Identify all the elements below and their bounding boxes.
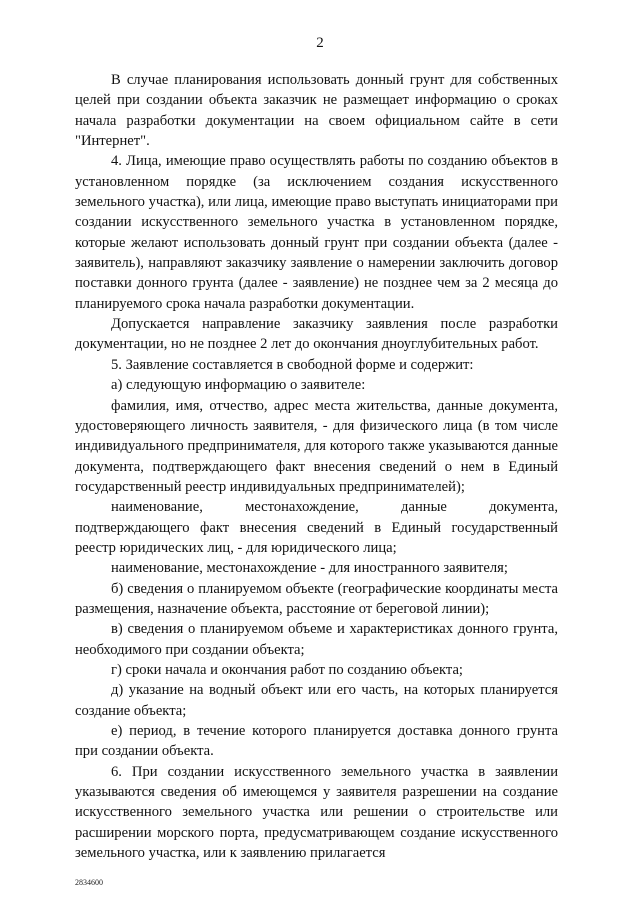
paragraph: В случае планирования использовать донный грунт для собственных целей при создании объекта заказчик не размещает информацию о сроках начала разработки документации на своем официальном сайте в сети "Интернет". bbox=[75, 72, 558, 150]
paragraph: б) сведения о планируемом объекте (географические координаты места размещения, назначение объекта, расстояние от береговой линии); bbox=[75, 580, 558, 617]
paragraph: г) сроки начала и окончания работ по созданию объекта; bbox=[111, 661, 463, 678]
paragraph: 5. Заявление составляется в свободной форме и содержит: bbox=[111, 356, 474, 373]
paragraph: д) указание на водный объект или его часть, на которых планируется создание объекта; bbox=[75, 682, 558, 719]
page-number: 2 bbox=[316, 35, 324, 51]
document-body bbox=[75, 70, 558, 863]
paragraph: 6. При создании искусственного земельного участка в заявлении указываются сведения об имеющемся у заявителя разрешении на создание искусственного земельного участка или решении о строительстве или расширении морского порта, предусматривающем создание искусственного земельного участка, или к заявлению прилагается bbox=[75, 763, 558, 862]
paragraph: фамилия, имя, отчество, адрес места жительства, данные документа, удостоверяющего личность заявителя, - для физического лица (в том числе индивидуального предпринимателя, для которого также указываются данные документа, подтверждающего факт внесения сведений о нем в Единый государственный реестр индивидуальных предпринимателей); bbox=[75, 397, 558, 495]
paragraph: Допускается направление заказчику заявления после разработки документации, но не позднее 2 лет до окончания дноуглубительных работ. bbox=[75, 316, 558, 353]
paragraph: е) период, в течение которого планируется доставка донного грунта при создании объекта. bbox=[75, 723, 558, 760]
paragraph: наименование, местонахождение, данные документа, подтверждающего факт внесения сведений в Единый государственный реестр юридических лиц, - для юридического лица; bbox=[75, 499, 558, 556]
paragraph: а) следующую информацию о заявителе: bbox=[111, 377, 366, 394]
document-code: 2834600 bbox=[75, 878, 103, 887]
paragraph: в) сведения о планируемом объеме и характеристиках донного грунта, необходимого при создании объекта; bbox=[75, 621, 558, 658]
paragraph: 4. Лица, имеющие право осуществлять работы по созданию объектов в установленном порядке (за исключением создания искусственного земельного участка), или лица, имеющие право выступать инициаторами при создании искусственного земельного участка в установленном порядке, которые желают использовать донный грунт при создании объекта (далее - заявитель), направляют заказчику заявление о намерении заключить договор поставки донного грунта (далее - заявление) не позднее чем за 2 месяца до планируемого срока начала разработки документации. bbox=[75, 153, 558, 312]
paragraph: наименование, местонахождение - для иностранного заявителя; bbox=[111, 560, 508, 577]
